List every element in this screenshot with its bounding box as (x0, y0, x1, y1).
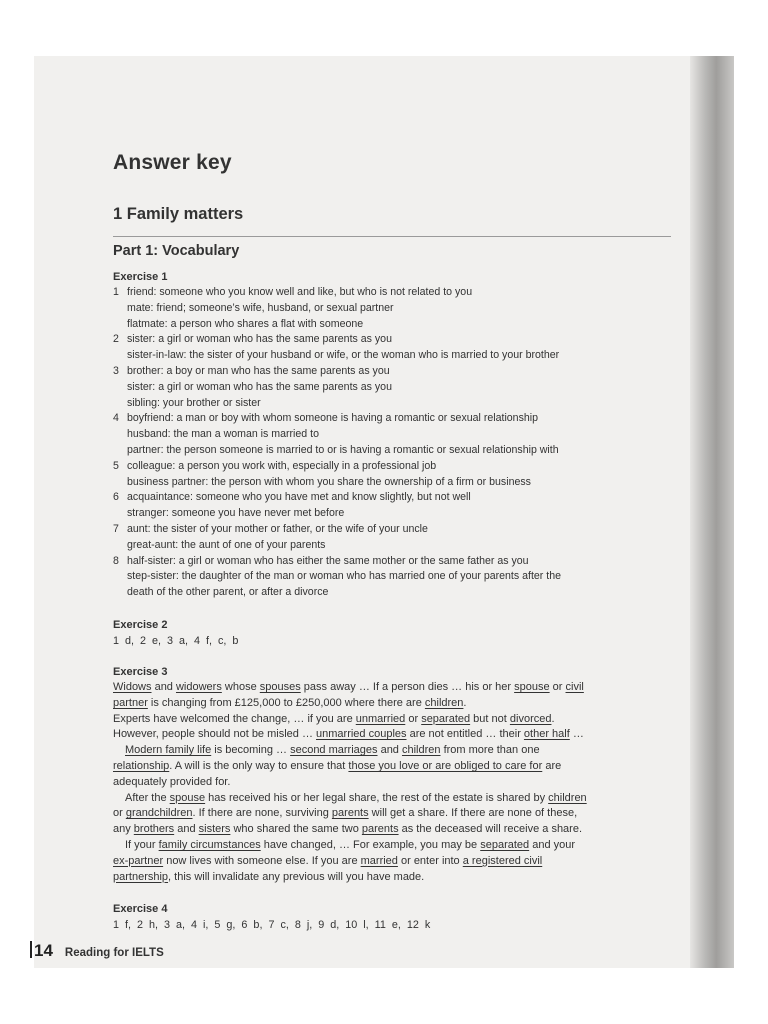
definition-line (113, 317, 673, 333)
definition-text: mate: friend; someone’s wife, husband, or sexual partner (127, 301, 394, 314)
underlined-answer: children (401, 744, 441, 757)
exercise-4-answers: 1 f, 2 h, 3 a, 4 i, 5 g, 6 b, 7 c, 8 j, 9 d, 10 l, 11 e, 12 k (113, 919, 431, 931)
text-line (113, 680, 673, 696)
text-line (113, 870, 673, 886)
text-segment: . (551, 712, 555, 725)
underlined-answer: spouses (259, 681, 301, 693)
definition-line (113, 506, 673, 522)
underlined-answer: Modern family life (125, 744, 212, 757)
text-segment: are not entitled … their (406, 728, 524, 741)
text-line (113, 822, 673, 838)
definition-text: sister: a girl or woman who has the same parents as you (127, 380, 392, 393)
text-segment: or (113, 807, 126, 820)
exercise-1-definitions (113, 285, 673, 601)
exercise-2 (113, 617, 673, 649)
definition-line (113, 475, 673, 491)
definition-text: brother: a boy or man who has the same parents as you (127, 364, 390, 377)
definition-line (113, 522, 673, 538)
definition-line (113, 427, 673, 443)
item-number: 7 (113, 522, 119, 535)
underlined-answer: parents (331, 807, 369, 820)
underlined-answer: sisters (198, 823, 231, 836)
definition-text: great-aunt: the aunt of one of your parents (127, 538, 326, 551)
exercise-title: Exercise 1 (113, 271, 168, 283)
underlined-answer: other half (523, 728, 570, 741)
underlined-answer: Widows (113, 681, 152, 693)
definition-text: sister: a girl or woman who has the same parents as you (127, 333, 392, 346)
underlined-answer: a registered civil (462, 854, 543, 867)
text-line (113, 727, 673, 743)
text-segment: is changing from £125,000 to £250,000 where there are (147, 696, 425, 709)
text-segment: , this will invalidate any previous will you have made. (168, 870, 425, 883)
underlined-answer: spouse (514, 681, 550, 693)
text-segment: as the deceased will receive a share. (398, 823, 583, 836)
underlined-answer: children (424, 696, 464, 709)
underlined-answer: unmarried (355, 712, 406, 725)
text-line (113, 712, 673, 728)
exercise-title: Exercise 2 (113, 619, 168, 631)
item-number: 2 (113, 333, 119, 346)
definition-text: business partner: the person with whom you share the ownership of a firm or business (127, 475, 531, 488)
definition-text: flatmate: a person who shares a flat with someone (127, 317, 364, 330)
definition-line (113, 459, 673, 475)
text-segment: and your (529, 838, 576, 851)
definition-line (113, 490, 673, 506)
text-segment: but not (470, 712, 510, 725)
item-number: 6 (113, 491, 119, 504)
underlined-answer: children (548, 791, 587, 804)
book-spine-shadow (690, 56, 734, 968)
text-segment: pass away … If a person dies … his or her (300, 681, 515, 693)
definition-text: aunt: the sister of your mother or father, or the wife of your uncle (127, 522, 428, 535)
item-number: 1 (113, 286, 119, 298)
underlined-answer: married (360, 854, 398, 867)
definition-text: acquaintance: someone who you have met and know slightly, but not well (127, 491, 471, 504)
exercise-title: Exercise 4 (113, 903, 168, 915)
definition-text: half-sister: a girl or woman who has either the same mother or the same father as you (127, 554, 529, 567)
section-divider (113, 236, 671, 237)
text-segment: However, people should not be misled … (113, 728, 317, 741)
part-heading: Part 1: Vocabulary (113, 243, 240, 259)
item-number: 8 (113, 554, 119, 567)
underlined-answer: brothers (133, 823, 175, 836)
text-segment: … (569, 728, 584, 741)
definition-text: stranger: someone you have never met before (127, 507, 345, 520)
definition-text: colleague: a person you work with, especially in a professional job (127, 459, 437, 472)
book-page (34, 56, 734, 968)
text-segment: and (377, 744, 402, 757)
text-segment: or (549, 681, 566, 693)
text-segment: whose (221, 681, 260, 693)
text-segment: . If there are none, surviving (192, 807, 332, 820)
text-segment: and (174, 823, 199, 836)
text-line (113, 696, 673, 712)
text-line (113, 791, 673, 807)
underlined-answer: family circumstances (158, 838, 261, 851)
definition-line (113, 332, 673, 348)
text-line (113, 838, 673, 854)
text-segment: Experts have welcomed the change, … if you are (113, 712, 356, 725)
underlined-answer: partnership (113, 870, 169, 883)
definition-text: husband: the man a woman is married to (127, 428, 319, 441)
page-number-bar (30, 941, 32, 958)
underlined-answer: civil (565, 681, 584, 693)
text-segment: or (405, 712, 422, 725)
underlined-answer: second marriages (290, 744, 378, 757)
text-segment: are (542, 759, 562, 772)
definition-line (113, 285, 673, 301)
text-line (113, 854, 673, 870)
definition-text: sister-in-law: the sister of your husband or wife, or the woman who is married to your brother (127, 349, 560, 362)
underlined-answer: those you love or are obliged to care for (348, 759, 543, 772)
exercise-3 (113, 664, 673, 885)
definition-line (113, 569, 673, 585)
book-title: Reading for IELTS (64, 947, 164, 959)
text-segment: have changed, … For example, you may be (260, 838, 481, 851)
text-segment: . A will is the only way to ensure that (169, 759, 349, 772)
underlined-answer: separated (421, 712, 471, 725)
text-segment: or enter into (397, 854, 463, 867)
definition-text: boyfriend: a man or boy with whom someone is having a romantic or sexual relationship (127, 412, 539, 425)
definition-text: friend: someone who you know well and like, but who is not related to you (127, 286, 473, 298)
text-segment: . (463, 696, 467, 709)
definition-line (113, 364, 673, 380)
text-segment: If your (125, 838, 159, 851)
underlined-answer: widowers (175, 681, 222, 693)
exercise-title: Exercise 3 (113, 666, 168, 678)
text-segment: who shared the same two (230, 823, 362, 836)
text-line (113, 775, 673, 791)
underlined-answer: divorced (509, 712, 552, 725)
exercise-1 (113, 269, 673, 601)
underlined-answer: ex-partner (113, 854, 164, 867)
item-number: 4 (113, 412, 119, 425)
page-heading: Answer key (113, 151, 232, 174)
underlined-answer: unmarried couples (316, 728, 407, 741)
definition-line (113, 301, 673, 317)
text-line (113, 743, 673, 759)
definition-text: death of the other parent, or after a divorce (127, 586, 329, 599)
text-line (113, 806, 673, 822)
definition-line (113, 443, 673, 459)
text-segment: from more than one (440, 744, 540, 757)
text-segment: and (151, 681, 176, 693)
definition-line (113, 396, 673, 412)
definition-line (113, 538, 673, 554)
text-segment: any (113, 823, 134, 836)
text-segment: now lives with someone else. If you are (163, 854, 361, 867)
text-segment: is becoming … (211, 744, 291, 757)
item-number: 5 (113, 459, 119, 472)
text-line (113, 759, 673, 775)
definition-text: step-sister: the daughter of the man or woman who has married one of your parents after the (127, 570, 561, 583)
page-number: 14 (34, 941, 53, 960)
text-segment: adequately provided for. (113, 775, 231, 788)
underlined-answer: grandchildren (125, 807, 193, 820)
exercise-4 (113, 901, 673, 933)
text-segment: After the (125, 791, 170, 804)
text-segment: has received his or her legal share, the rest of the estate is shared by (205, 791, 549, 804)
definition-line (113, 585, 673, 601)
page-footer (30, 941, 164, 961)
definition-line (113, 348, 673, 364)
exercise-3-text (113, 680, 673, 885)
underlined-answer: parents (361, 823, 399, 836)
definition-line (113, 411, 673, 427)
chapter-heading: 1 Family matters (113, 205, 244, 223)
text-segment: will get a share. If there are none of these, (368, 807, 578, 820)
definition-text: partner: the person someone is married to or is having a romantic or sexual relationship with (127, 443, 559, 456)
definition-line (113, 554, 673, 570)
definition-text: sibling: your brother or sister (127, 396, 261, 409)
underlined-answer: separated (480, 838, 530, 851)
exercise-2-answers: 1 d, 2 e, 3 a, 4 f, c, b (113, 635, 239, 647)
definition-line (113, 380, 673, 396)
underlined-answer: spouse (169, 791, 206, 804)
underlined-answer: relationship (113, 759, 170, 772)
underlined-answer: partner (113, 696, 148, 709)
item-number: 3 (113, 364, 119, 377)
